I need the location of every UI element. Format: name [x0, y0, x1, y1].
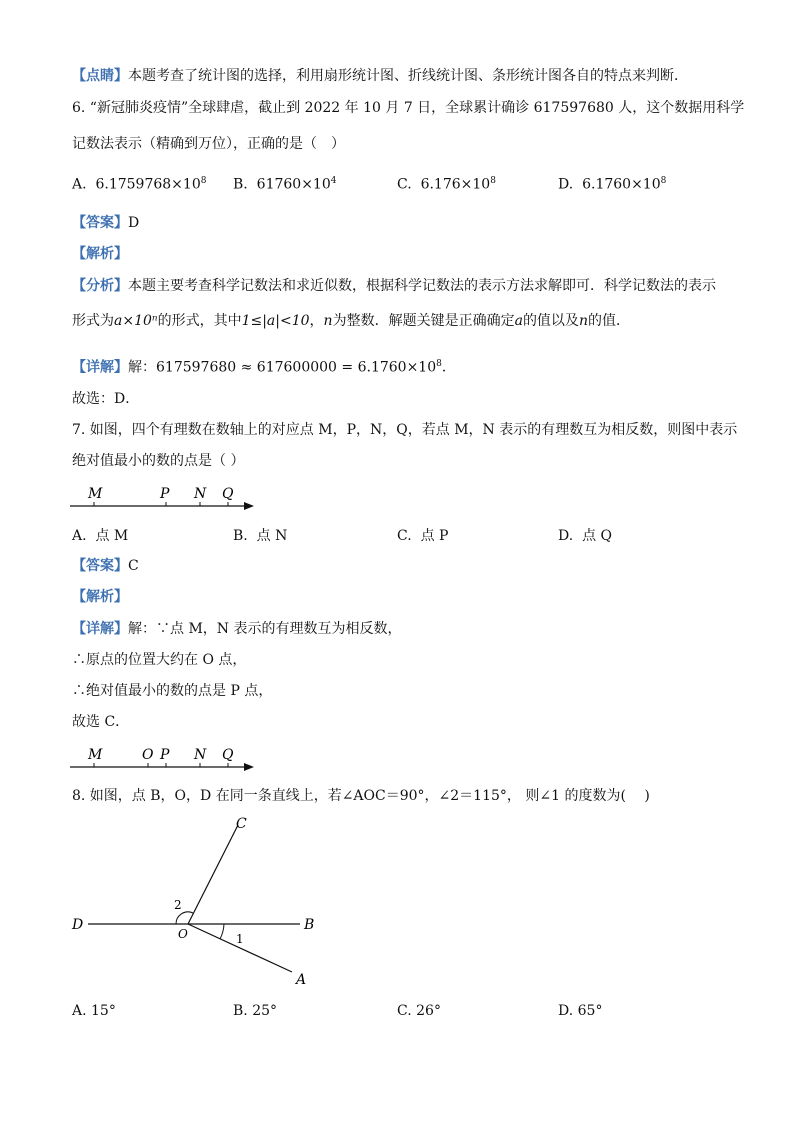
axis2-label-p: P [160, 747, 170, 763]
q6-detail: 【详解】解：$617597680 \approx 617600000 = 6.1760\times 10^8$． [72, 359, 456, 376]
q7-detail3: ∴绝对值最小的数的点是 P 点， [72, 683, 273, 699]
axis1-label-p: P [160, 486, 170, 502]
axis1-label-n: N [194, 486, 207, 502]
q7-option-a: A. 点 M [72, 528, 129, 544]
q7-option-b: B. 点 N [233, 528, 288, 544]
q7-jiexi: 【解析】 [72, 589, 128, 605]
dianjing-line [72, 66, 688, 86]
q6-jiexi: 【解析】 [72, 246, 128, 262]
q8-option-a: A. 15° [72, 1003, 116, 1019]
q6-stem-line1: 6. “新冠肺炎疫情”全球肆虐，截止到 2022 年 10 月 7 日，全球累计确诊 617597680 人，这个数据用科学 [72, 100, 745, 116]
q8-option-d: D. 65° [558, 1003, 603, 1019]
label-o: O [178, 927, 188, 941]
label-angle-2: 2 [174, 898, 182, 912]
axis1-label-m: M [88, 486, 103, 502]
q7-detail1: 【详解】解：∵点 M，N 表示的有理数互为相反数， [72, 621, 402, 637]
q6-option-d: D. $6.1760\times 10^8$ [558, 176, 667, 193]
q8-angle-figure [66, 812, 336, 992]
axis2-label-n: N [194, 747, 207, 763]
label-a: A [296, 972, 307, 988]
q7-stem-line2: 绝对值最小的数的点是（ ） [72, 453, 245, 469]
label-b: B [304, 917, 315, 933]
q7-option-d: D. 点 Q [558, 528, 613, 544]
axis1-label-q: Q [222, 486, 234, 502]
q8-stem-line1: 8. 如图，点 B，O，D 在同一条直线上，若∠AOC＝90°，∠2＝115°， 则∠1 的度数为( ) [72, 788, 650, 804]
label-c: C [236, 816, 247, 832]
q7-stem-line1: 7. 如图，四个有理数在数轴上的对应点 M，P，N，Q，若点 M，N 表示的有理数互为相反数，则图中表示 [72, 422, 738, 438]
q6-option-a: A. $6.1759768\times 10^8$ [72, 176, 207, 193]
angle-1-arc [220, 924, 224, 939]
q7-detail2: ∴原点的位置大约在 O 点， [72, 652, 247, 668]
dianjing-text: 本题考查了统计图的选择，利用扇形统计图、折线统计图、条形统计图各自的特点来判断． [128, 68, 688, 84]
label-angle-1: 1 [236, 932, 244, 946]
ray-oc [188, 825, 238, 924]
q6-fenxi-line1: 【分析】本题主要考查科学记数法和求近似数，根据科学记数法的表示方法求解即可．科学记数法的表示 [72, 278, 716, 294]
q8-option-c: C. 26° [397, 1003, 441, 1019]
q6-choose: 故选：D． [72, 391, 140, 407]
q7-answer: 【答案】C [72, 558, 139, 574]
q6-option-c: C. $6.176\times 10^8$ [397, 176, 496, 193]
axis2-label-q: Q [222, 747, 234, 763]
q6-stem-line2: 记数法表示（精确到万位），正确的是（ ） [72, 136, 345, 152]
label-d: D [72, 917, 84, 933]
axis2-label-m: M [88, 747, 103, 763]
dianjing-tag: 【点睛】 [72, 68, 128, 84]
q7-option-c: C. 点 P [397, 528, 449, 544]
q6-answer: 【答案】D [72, 215, 140, 231]
q7-number-line-2 [66, 739, 266, 779]
q7-choose: 故选 C． [72, 714, 130, 730]
q8-option-b: B. 25° [233, 1003, 278, 1019]
q6-option-b: B. $61760\times 10^4$ [233, 176, 337, 193]
q7-number-line-1 [66, 478, 266, 518]
q6-fenxi-line2: 形式为a×10ⁿ的形式，其中1≤|a|<10，n为整数．解题关键是正确确定a的值以及n的值． [72, 313, 630, 329]
axis2-label-o: O [142, 747, 154, 763]
